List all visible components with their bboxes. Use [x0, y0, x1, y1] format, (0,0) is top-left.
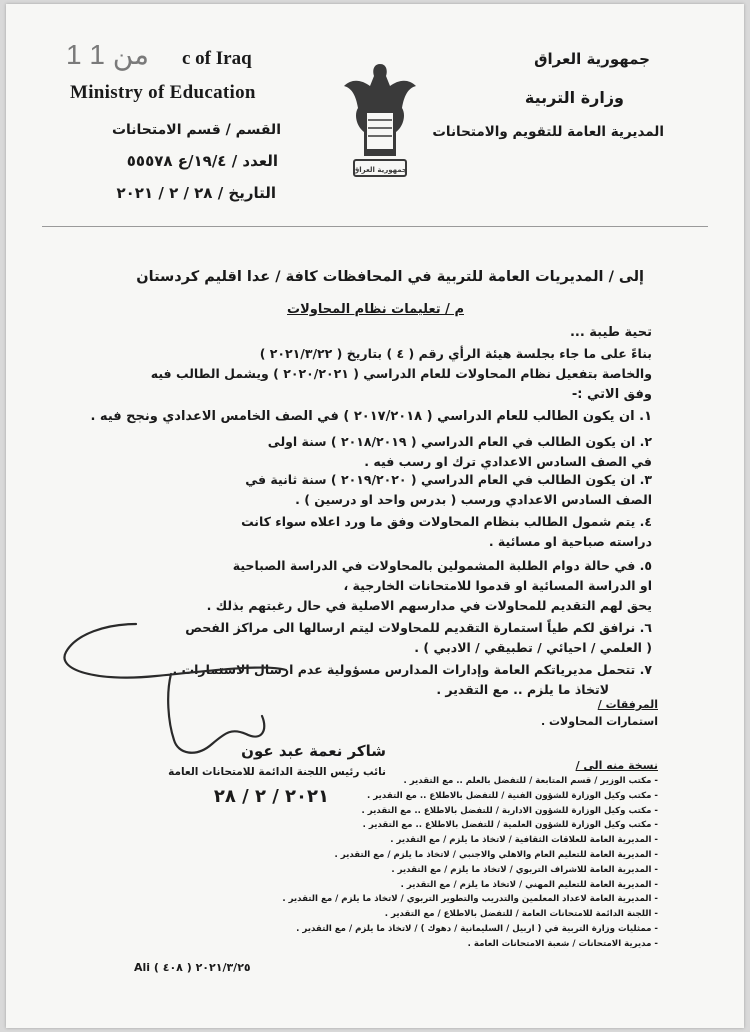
item-1: ١. ان يكون الطالب للعام الدراسي ( ٢٠١٧/٢٠١٨ ) في الصف الخامس الاعدادي ونجح فيه .	[90, 409, 652, 424]
intro-line-2: والخاصة بتفعيل نظام المحاولات للعام الدراسي ( ٢٠٢٠/٢٠٢١ ) ويشمل الطالب فيه	[150, 366, 652, 381]
list-item: - اللجنة الدائمة للامتحانات العامة / للتفضل بالاطلاع / مع التقدير .	[98, 907, 658, 922]
header-en-ministry: Ministry of Education	[70, 82, 256, 103]
list-item: - المديرية العامة للعلاقات الثقافية / لاتخاذ ما يلزم / مع التقدير .	[98, 833, 658, 848]
header-ar-directorate: المديرية العامة للتقويم والامتحانات	[432, 124, 664, 140]
list-item: - المديرية العامة للتعليم المهني / لاتخاذ ما يلزم / مع التقدير .	[98, 878, 658, 893]
list-item: - المديرية العامة للتعليم العام والاهلي والاجنبي / لاتخاذ ما يلزم / مع التقدير .	[98, 848, 658, 863]
header-ar-republic: جمهورية العراق	[534, 50, 650, 68]
list-item: - مكتب وكيل الوزارة للشؤون الفنية / للتفضل بالاطلاع .. مع التقدير .	[98, 789, 658, 804]
item-2-line-1: ٢. ان يكون الطالب في العام الدراسي ( ٢٠١٨/٢٠١٩ ) سنة اولى	[267, 434, 652, 449]
list-item: - المديرية العامة للاشراف التربوي / لاتخاذ ما يلزم / مع التقدير .	[98, 863, 658, 878]
item-2-line-2: في الصف السادس الاعدادي ترك او رسب فيه .	[364, 454, 652, 469]
department-field: القسم / قسم الامتحانات	[111, 122, 281, 138]
list-item: - مديرية الامتحانات / شعبة الامتحانات العامة .	[98, 937, 658, 952]
item-5-line-2: او الدراسة المسائية او قدموا للامتحانات الخارجية ،	[343, 578, 652, 593]
header-divider	[42, 226, 708, 227]
iraq-eagle-emblem-icon	[334, 56, 426, 186]
signatory-title: نائب رئيس اللجنة الدائمة للامتحانات العامة	[168, 766, 386, 778]
subject-line: م / تعليمات نظام المحاولات	[287, 302, 464, 317]
signatory-name: شاكر نعمة عبد عون	[241, 742, 386, 760]
header-ar-ministry: وزارة التربية	[524, 88, 624, 107]
header-en-title: c of Iraq	[182, 48, 252, 69]
document-page	[6, 4, 744, 1028]
signature-date: ٢٠٢١ / ٢ / ٢٨	[213, 786, 329, 807]
item-7: ٧. تتحمل مديرياتكم العامة وإدارات المدارس مسؤولية عدم ارسال الاستمارات .	[172, 662, 652, 677]
addressee-line: إلى / المديريات العامة للتربية في المحافظات كافة / عدا اقليم كردستان	[136, 269, 644, 285]
emblem-banner-text: جمهورية العراق	[352, 166, 408, 174]
footer-reference: Ali ٢٠٢١/٣/٢٥ ( ٤٠٨ )	[134, 961, 251, 974]
item-5-line-3: يحق لهم التقديم للمحاولات في مدارسهم الاصلية في حال رغبتهم بذلك .	[206, 598, 652, 613]
intro-line-3: وفق الاتي :-	[571, 387, 652, 402]
list-item: - مكتب الوزير / قسم المتابعة / للتفضل بالعلم .. مع التقدير .	[98, 774, 658, 789]
closing-line: لاتخاذ ما يلزم .. مع التقدير .	[436, 682, 609, 697]
page-counter-badge: 1 من 1	[66, 39, 150, 70]
intro-line-1: بناءً على ما جاء بجلسة هيئة الرأي رقم ( ٤ ) بتاريخ ( ٢٠٢١/٣/٢٢ )	[259, 346, 652, 361]
list-item: - مكتب وكيل الوزارة للشؤون العلمية / للتفضل بالاطلاع .. مع التقدير .	[98, 818, 658, 833]
item-6-line-1: ٦. نرافق لكم طياً استمارة التقديم للمحاولات ليتم ارسالها الى مراكز الفحص	[185, 620, 652, 635]
list-item: - المديرية العامة لاعداد المعلمين والتدريب والتطوير التربوي / لاتخاذ ما يلزم / مع التقدير .	[98, 892, 658, 907]
list-item: - ممثليات وزارة التربية في ( اربيل / السليمانية / دهوك ) / لاتخاذ ما يلزم / مع التقدير .	[98, 922, 658, 937]
copy-to-heading: نسخة منه الى /	[575, 759, 658, 772]
item-5-line-1: ٥. في حالة دوام الطلبة المشمولين بالمحاولات في الدراسة الصباحية	[232, 558, 652, 573]
attachments-item: استمارات المحاولات .	[541, 715, 658, 728]
attachments-heading: المرفقات /	[597, 698, 658, 711]
item-6-line-2: ( العلمي / احيائي / تطبيقي / الادبي ) .	[414, 640, 652, 655]
item-4-line-1: ٤. يتم شمول الطالب بنظام المحاولات وفق ما ورد اعلاه سواء كانت	[241, 514, 652, 529]
list-item: - مكتب وكيل الوزارة للشؤون الادارية / للتفضل بالاطلاع .. مع التقدير .	[98, 804, 658, 819]
copy-to-list	[98, 774, 658, 952]
date-field: التاريخ / ٢٨ / ٢ / ٢٠٢١	[116, 184, 276, 202]
item-3-line-1: ٣. ان يكون الطالب في العام الدراسي ( ٢٠١٩/٢٠٢٠ ) سنة ثانية في	[245, 472, 652, 487]
item-4-line-2: دراسته صباحية او مسائية .	[488, 534, 652, 549]
greeting: تحية طيبة ...	[569, 325, 652, 340]
item-3-line-2: الصف السادس الاعدادي ورسب ( بدرس واحد او درسين ) .	[295, 492, 652, 507]
reference-number-field: العدد / ١٩/٤/ع ٥٥٥٧٨	[126, 152, 278, 170]
